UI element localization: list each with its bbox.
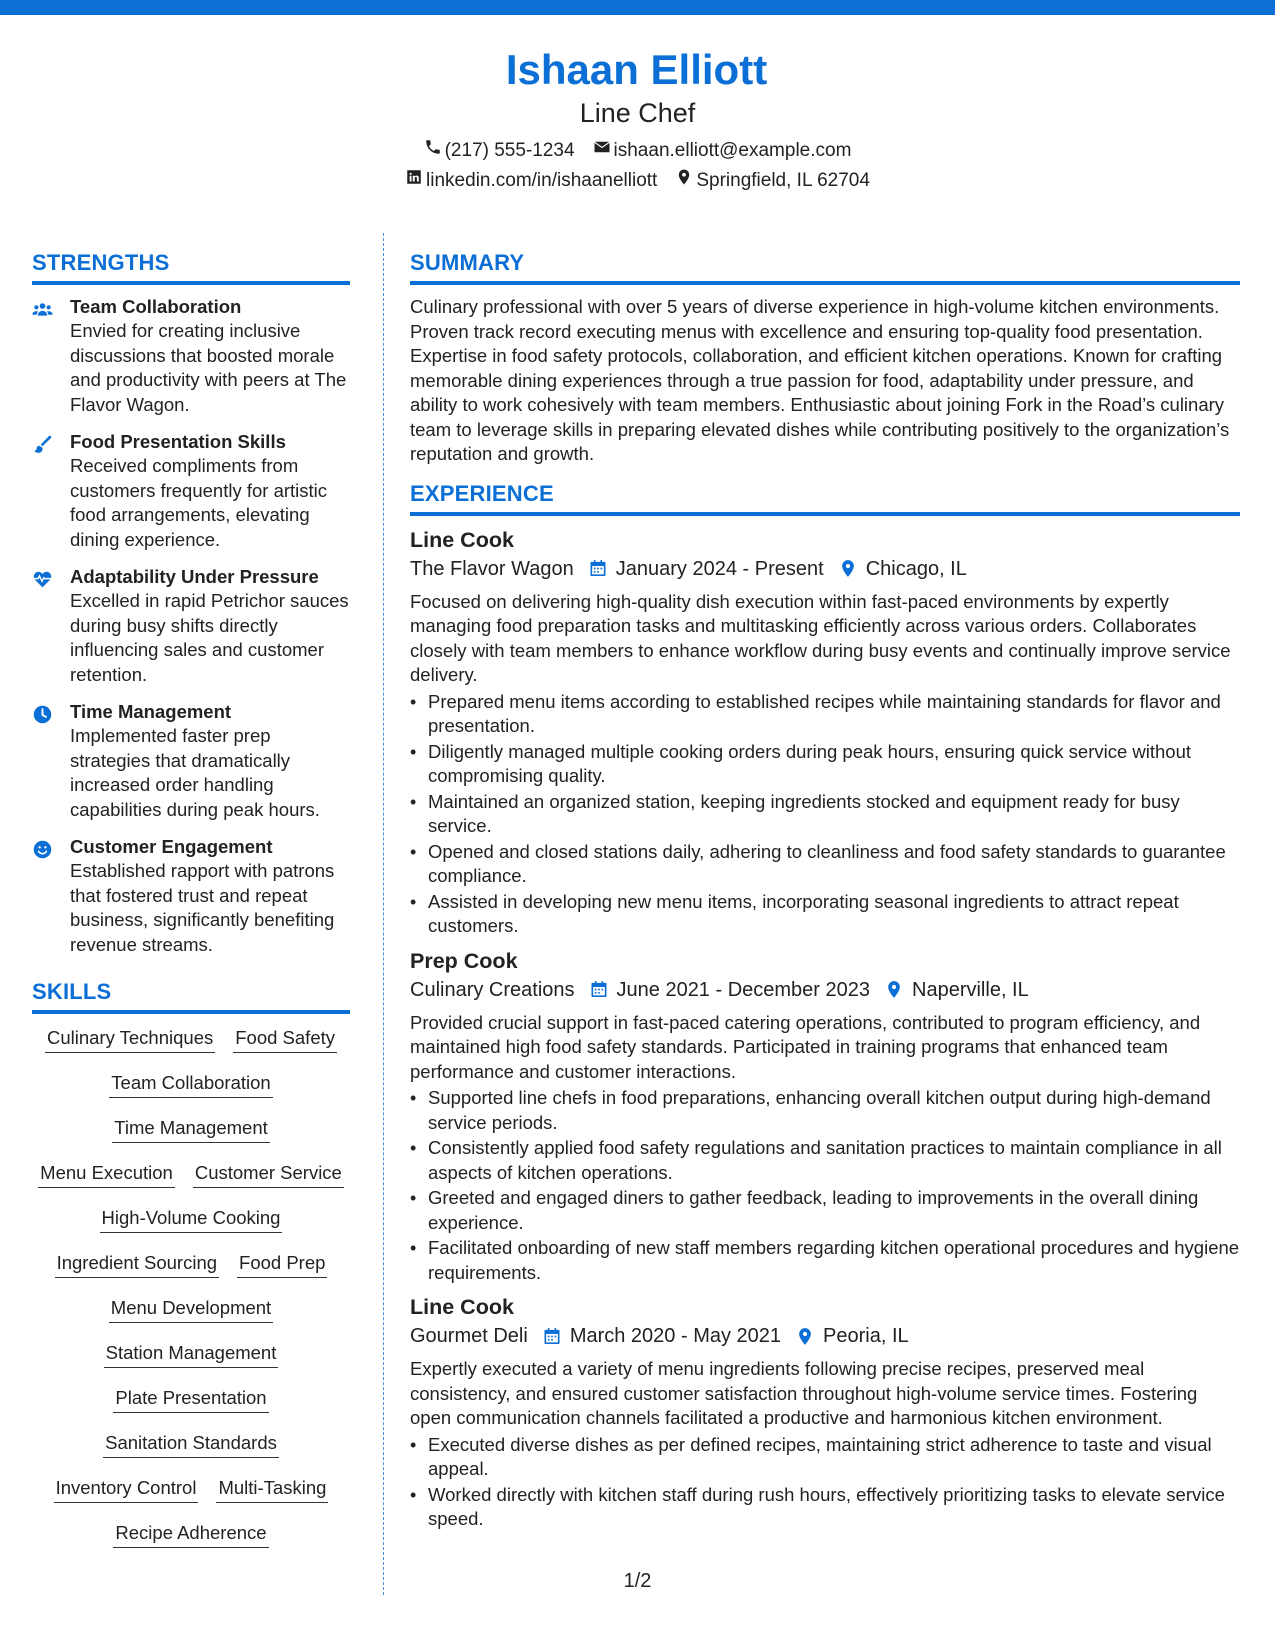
skill-row bbox=[32, 1339, 350, 1384]
bullet-item: • Executed diverse dishes as per defined recipes, maintaining strict adherence to taste and visual appeal. bbox=[410, 1433, 1240, 1482]
envelope-icon bbox=[593, 136, 611, 166]
skill-row bbox=[32, 1519, 350, 1564]
bullet-item: • Consistently applied food safety regulations and sanitation practices to maintain compliance in all aspects of kitchen operations. bbox=[410, 1136, 1240, 1185]
strength-item bbox=[32, 295, 350, 417]
skill-tag: Customer Service bbox=[193, 1159, 344, 1188]
skill-tag: Menu Development bbox=[109, 1294, 273, 1323]
email-contact[interactable] bbox=[593, 136, 852, 166]
map-pin-icon bbox=[795, 1326, 815, 1347]
skill-row bbox=[32, 1429, 350, 1474]
strengths-heading: STRENGTHS bbox=[32, 250, 350, 285]
map-pin-icon bbox=[884, 979, 904, 1000]
skill-tag: Team Collaboration bbox=[109, 1069, 272, 1098]
skill-tag: Food Safety bbox=[233, 1024, 337, 1053]
linkedin-icon bbox=[405, 166, 423, 196]
skill-row bbox=[32, 1204, 350, 1249]
job-meta bbox=[410, 1321, 1240, 1351]
candidate-name: Ishaan Elliott bbox=[505, 46, 768, 93]
linkedin-contact[interactable] bbox=[405, 166, 657, 196]
skill-row bbox=[32, 1384, 350, 1429]
skill-tag: High-Volume Cooking bbox=[100, 1204, 283, 1233]
strength-title: Customer Engagement bbox=[70, 836, 273, 857]
job-description: Focused on delivering high-quality dish execution within fast-paced environments by expertly managing food preparation tasks and multitasking efficiently across various orders. Collaborates closely with team members to enhance workflow during busy events and continually improve service delivery. bbox=[410, 590, 1231, 685]
skill-tag: Sanitation Standards bbox=[103, 1429, 279, 1458]
skill-tag: Inventory Control bbox=[54, 1474, 199, 1503]
job-description: Expertly executed a variety of menu ingredients following precise recipes, preserved meal consistency, and ensured customer satisfaction throughout high-volume service times. Fostering open communication channels facilitated a productive and harmonious kitchen environment. bbox=[410, 1358, 1198, 1428]
strength-title: Adaptability Under Pressure bbox=[70, 566, 319, 587]
job-title: Line Cook bbox=[410, 527, 514, 552]
job-entry bbox=[410, 526, 1240, 939]
job-bullets bbox=[410, 1433, 1240, 1532]
job-meta bbox=[410, 554, 1240, 584]
job-bullets bbox=[410, 690, 1240, 939]
bullet-item: • Assisted in developing new menu items, incorporating seasonal ingredients to attract repeat customers. bbox=[410, 890, 1240, 939]
skills-list bbox=[32, 1024, 350, 1564]
skill-row bbox=[32, 1069, 350, 1114]
strength-desc: Envied for creating inclusive discussions that boosted morale and productivity with peers at The Flavor Wagon. bbox=[70, 320, 347, 415]
strength-desc: Excelled in rapid Petrichor sauces during busy shifts directly influencing sales and customer retention. bbox=[70, 590, 349, 685]
brush-icon bbox=[32, 430, 70, 552]
clock-icon bbox=[32, 700, 70, 822]
page-number: 1/2 bbox=[623, 1570, 652, 1592]
left-column bbox=[32, 250, 350, 1564]
phone-icon bbox=[424, 136, 442, 166]
bullet-item: • Facilitated onboarding of new staff members regarding kitchen operational procedures and hygiene requirements. bbox=[410, 1236, 1240, 1285]
map-pin-icon bbox=[675, 166, 693, 196]
skill-tag: Menu Execution bbox=[38, 1159, 175, 1188]
skill-tag: Station Management bbox=[104, 1339, 279, 1368]
calendar-icon bbox=[542, 1326, 562, 1347]
bullet-item: • Maintained an organized station, keeping ingredients stocked and equipment ready for busy service. bbox=[410, 790, 1240, 839]
column-divider bbox=[383, 233, 384, 1595]
bullet-item: • Greeted and engaged diners to gather feedback, leading to improvements in the overall dining experience. bbox=[410, 1186, 1240, 1235]
summary-text: Culinary professional with over 5 years of diverse experience in high-volume kitchen environments. Proven track record executing menus with excellence and ensuring top-quality food presentation. Expertise in food safety protocols, collaboration, and efficient kitchen operations. Known for crafting memorable dining experiences through a true passion for food, adaptability under pressure, and ability to work cohesively with team members. Enthusiastic about joining Fork in the Road’s culinary team to leverage skills in preparing elevated dishes while contributing positively to the organization’s reputation and growth. bbox=[410, 296, 1230, 464]
job-description: Provided crucial support in fast-paced catering operations, contributed to program efficiency, and maintained high food safety standards. Participated in training programs that enhanced team performance and customer interactions. bbox=[410, 1011, 1201, 1082]
job-company: Culinary Creations bbox=[410, 978, 575, 1001]
linkedin-text: linkedin.com/in/ishaanelliott bbox=[426, 170, 658, 191]
skills-heading: SKILLS bbox=[32, 979, 350, 1014]
skill-row bbox=[32, 1114, 350, 1159]
heart-pulse-icon bbox=[32, 565, 70, 687]
strength-item bbox=[32, 430, 350, 552]
strength-desc: Implemented faster prep strategies that dramatically increased order handling capabilities during peak hours. bbox=[70, 725, 320, 820]
skill-tag: Recipe Adherence bbox=[113, 1519, 268, 1548]
location-contact bbox=[675, 166, 870, 196]
job-dates: January 2024 - Present bbox=[615, 557, 824, 580]
right-column bbox=[410, 250, 1240, 1540]
job-title: Prep Cook bbox=[410, 948, 518, 973]
strength-item bbox=[32, 565, 350, 687]
strength-title: Team Collaboration bbox=[70, 296, 242, 317]
phone-contact[interactable] bbox=[424, 136, 575, 166]
bullet-item: • Worked directly with kitchen staff during rush hours, effectively prioritizing tasks to elevate service speed. bbox=[410, 1483, 1240, 1532]
job-company: The Flavor Wagon bbox=[410, 557, 574, 580]
candidate-role: Line Chef bbox=[579, 98, 696, 128]
skill-tag: Food Prep bbox=[237, 1249, 327, 1278]
strength-item bbox=[32, 700, 350, 822]
strength-desc: Received compliments from customers frequently for artistic food arrangements, elevating dining experience. bbox=[70, 455, 328, 550]
job-dates: June 2021 - December 2023 bbox=[616, 978, 871, 1001]
contact-row-1 bbox=[0, 136, 1275, 166]
skill-row bbox=[32, 1159, 350, 1204]
skill-row bbox=[32, 1249, 350, 1294]
contact-row-2 bbox=[0, 166, 1275, 196]
location-text: Springfield, IL 62704 bbox=[696, 170, 870, 191]
calendar-icon bbox=[588, 558, 608, 579]
job-location: Naperville, IL bbox=[912, 978, 1029, 1001]
skill-tag: Multi-Tasking bbox=[216, 1474, 328, 1503]
strength-title: Time Management bbox=[70, 701, 232, 722]
skill-tag: Ingredient Sourcing bbox=[55, 1249, 219, 1278]
smile-icon bbox=[32, 835, 70, 957]
top-accent-bar bbox=[0, 0, 1275, 15]
skill-row bbox=[32, 1024, 350, 1069]
skill-row bbox=[32, 1294, 350, 1339]
resume-header bbox=[0, 44, 1275, 196]
job-location: Peoria, IL bbox=[823, 1325, 909, 1347]
job-dates: March 2020 - May 2021 bbox=[569, 1325, 782, 1347]
users-icon bbox=[32, 295, 70, 417]
job-title: Line Cook bbox=[410, 1295, 514, 1319]
skill-tag: Time Management bbox=[112, 1114, 270, 1143]
skill-tag: Culinary Techniques bbox=[45, 1024, 215, 1053]
map-pin-icon bbox=[838, 558, 858, 579]
job-entry bbox=[410, 1293, 1240, 1532]
job-entry bbox=[410, 947, 1240, 1286]
strength-item bbox=[32, 835, 350, 957]
phone-text: (217) 555-1234 bbox=[444, 140, 575, 161]
summary-heading: SUMMARY bbox=[410, 250, 1240, 285]
bullet-item: • Supported line chefs in food preparations, enhancing overall kitchen output during high-demand service periods. bbox=[410, 1086, 1240, 1135]
job-location: Chicago, IL bbox=[865, 557, 967, 580]
strength-desc: Established rapport with patrons that fostered trust and repeat business, significantly benefiting revenue streams. bbox=[70, 860, 335, 955]
skill-row bbox=[32, 1474, 350, 1519]
bullet-item: • Opened and closed stations daily, adhering to cleanliness and food safety standards to guarantee compliance. bbox=[410, 840, 1240, 889]
job-bullets bbox=[410, 1086, 1240, 1285]
job-company: Gourmet Deli bbox=[410, 1325, 528, 1347]
calendar-icon bbox=[589, 979, 609, 1000]
job-meta bbox=[410, 975, 1240, 1005]
bullet-item: • Prepared menu items according to established recipes while maintaining standards for flavor and presentation. bbox=[410, 690, 1240, 739]
bullet-item: • Diligently managed multiple cooking orders during peak hours, ensuring quick service without compromising quality. bbox=[410, 740, 1240, 789]
strength-title: Food Presentation Skills bbox=[70, 431, 286, 452]
skill-tag: Plate Presentation bbox=[113, 1384, 268, 1413]
email-text: ishaan.elliott@example.com bbox=[613, 140, 852, 161]
experience-heading: EXPERIENCE bbox=[410, 481, 1240, 516]
